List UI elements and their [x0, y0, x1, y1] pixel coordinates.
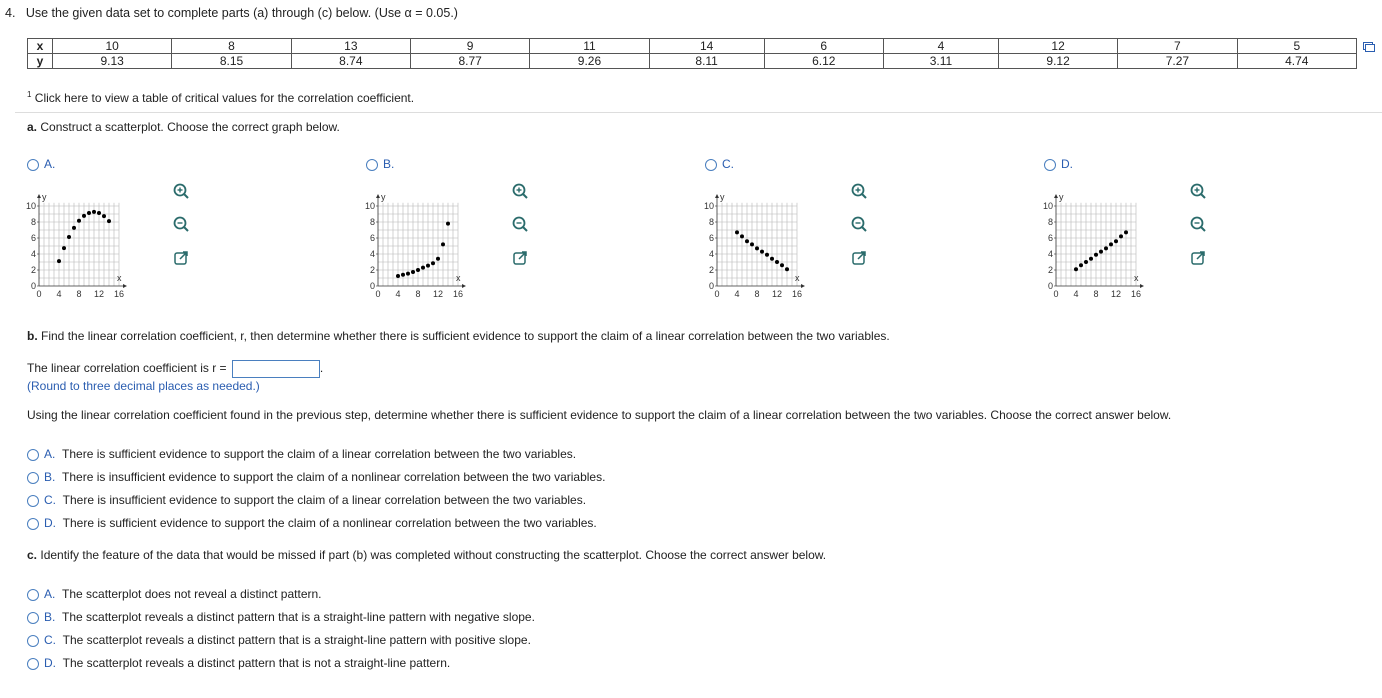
option-letter: D.	[1061, 157, 1073, 171]
data-point	[750, 242, 754, 246]
x-tick-label: 12	[93, 289, 105, 299]
data-point	[77, 219, 81, 223]
r-line	[27, 360, 323, 378]
data-point	[760, 250, 764, 254]
x-tick-label: 12	[771, 289, 783, 299]
x-tick-label: 16	[452, 289, 464, 299]
x-tick-label: 12	[1110, 289, 1122, 299]
data-point	[67, 235, 71, 239]
y-cell: 4.74	[1237, 54, 1356, 69]
option-text: The scatterplot reveals a distinct pattern that is not a straight-line pattern.	[62, 656, 451, 670]
x-cell: 7	[1118, 39, 1237, 54]
y-tick-label: 4	[30, 249, 36, 259]
data-point	[97, 211, 101, 215]
y-tick-label: 6	[30, 233, 36, 243]
radio-button[interactable]	[1044, 159, 1056, 171]
x-tick-label: 8	[76, 289, 82, 299]
answer-option[interactable]	[27, 516, 597, 530]
y-tick-label: 6	[708, 233, 714, 243]
data-point	[1084, 260, 1088, 264]
part-a-prompt	[27, 120, 340, 134]
data-point	[431, 261, 435, 265]
part-a-label: a.	[27, 120, 38, 134]
part-c-label: c.	[27, 548, 38, 562]
option-letter: A.	[44, 157, 56, 171]
x-cell: 9	[410, 39, 529, 54]
x-tick-label: 16	[1130, 289, 1142, 299]
x-tick-label: 0	[1053, 289, 1059, 299]
data-point	[426, 264, 430, 268]
data-point	[436, 257, 440, 261]
radio-button[interactable]	[27, 635, 39, 647]
data-point	[785, 267, 789, 271]
x-tick-label: 0	[36, 289, 42, 299]
part-b-text: Find the linear correlation coefficient, r, then determine whether there is sufficient evidence to support the claim of a linear correlation between the two variables.	[41, 329, 890, 343]
answer-option[interactable]	[27, 493, 586, 507]
y-tick-label: 10	[364, 201, 375, 211]
radio-button[interactable]	[705, 159, 717, 171]
y-tick-label: 8	[1047, 217, 1053, 227]
popout-icon[interactable]	[511, 249, 529, 267]
y-cell: 7.27	[1118, 54, 1237, 69]
data-point	[1104, 246, 1108, 250]
data-point	[1079, 263, 1083, 267]
part-a-text: Construct a scatterplot. Choose the correct graph below.	[40, 120, 340, 134]
x-cell: 5	[1237, 39, 1356, 54]
part-b-prompt	[27, 329, 890, 343]
x-tick-label: 8	[754, 289, 760, 299]
option-letter: A.	[44, 447, 56, 461]
scatterplot	[356, 179, 506, 304]
x-cell: 8	[172, 39, 291, 54]
x-cell: 12	[998, 39, 1117, 54]
data-point	[780, 263, 784, 267]
option-text: There is sufficient evidence to support the claim of a nonlinear correlation between the two variables.	[62, 516, 597, 530]
y-tick-label: 0	[30, 281, 36, 291]
footnote-text: Click here to view a table of critical values for the correlation coefficient.	[34, 91, 415, 105]
r-label: The linear correlation coefficient is r =	[27, 361, 227, 376]
y-cell: 6.12	[764, 54, 883, 69]
popout-icon[interactable]	[1189, 249, 1207, 267]
radio-button[interactable]	[27, 612, 39, 624]
radio-button[interactable]	[27, 472, 39, 484]
x-tick-label: 16	[791, 289, 803, 299]
zoom-out-icon[interactable]	[511, 215, 529, 233]
y-tick-label: 8	[708, 217, 714, 227]
data-point	[1114, 239, 1118, 243]
using-text: Using the linear correlation coefficient found in the previous step, determine whether there is sufficient evidence to support the claim of a linear correlation between the two variables. Choose the correct answer below.	[27, 408, 1172, 422]
data-point	[755, 246, 759, 250]
scatterplot	[17, 179, 167, 304]
y-tick-label: 2	[708, 265, 714, 275]
y-cell: 8.74	[291, 54, 410, 69]
option-letter: A.	[44, 587, 56, 601]
x-cell: 10	[53, 39, 172, 54]
x-cell: 13	[291, 39, 410, 54]
answer-option[interactable]	[27, 633, 531, 647]
option-text: There is insufficient evidence to support the claim of a nonlinear correlation between the two variables.	[62, 470, 606, 484]
data-point	[1109, 242, 1113, 246]
y-tick-label: 4	[369, 249, 375, 259]
x-axis-label: x	[117, 273, 122, 283]
x-tick-label: 4	[734, 289, 740, 299]
y-tick-label: 10	[25, 201, 36, 211]
r-suffix: .	[319, 361, 324, 376]
x-tick-label: 8	[1093, 289, 1099, 299]
data-point	[745, 239, 749, 243]
y-cell: 8.11	[649, 54, 764, 69]
x-axis-arrow	[462, 284, 466, 288]
scatterplot	[695, 179, 845, 304]
x-tick-label: 12	[432, 289, 444, 299]
option-text: There is insufficient evidence to support the claim of a linear correlation between the two variables.	[62, 493, 587, 507]
y-tick-label: 10	[703, 201, 714, 211]
option-letter: C.	[44, 493, 56, 507]
option-letter: B.	[44, 470, 56, 484]
x-tick-label: 4	[395, 289, 401, 299]
y-axis-arrow	[376, 194, 380, 198]
data-point	[82, 214, 86, 218]
radio-button[interactable]	[27, 449, 39, 461]
y-axis-arrow	[715, 194, 719, 198]
answer-option[interactable]	[27, 447, 576, 461]
popout-icon[interactable]	[850, 249, 868, 267]
y-header: y	[28, 54, 53, 69]
radio-button[interactable]	[27, 589, 39, 601]
graph-option-label[interactable]	[705, 157, 734, 171]
data-point	[72, 226, 76, 230]
y-tick-label: 8	[369, 217, 375, 227]
y-cell: 9.13	[53, 54, 172, 69]
r-input[interactable]	[232, 360, 320, 378]
x-cell: 4	[883, 39, 998, 54]
y-tick-label: 0	[708, 281, 714, 291]
data-point	[107, 219, 111, 223]
data-point	[396, 274, 400, 278]
option-text: There is sufficient evidence to support the claim of a linear correlation between the two variables.	[62, 447, 577, 461]
data-point	[87, 211, 91, 215]
data-point	[406, 272, 410, 276]
data-point	[1099, 250, 1103, 254]
answer-option[interactable]	[27, 587, 322, 601]
part-c-text: Identify the feature of the data that would be missed if part (b) was completed without constructing the scatterplot. Choose the correct answer below.	[40, 548, 827, 562]
radio-button[interactable]	[366, 159, 378, 171]
question-text: Use the given data set to complete parts (a) through (c) below. (Use α = 0.05.)	[25, 6, 458, 20]
y-tick-label: 4	[1047, 249, 1053, 259]
zoom-out-icon[interactable]	[850, 215, 868, 233]
answer-option[interactable]	[27, 656, 450, 670]
x-cell: 11	[530, 39, 649, 54]
option-text: The scatterplot reveals a distinct pattern that is a straight-line pattern with positive slope.	[62, 633, 531, 647]
y-tick-label: 2	[369, 265, 375, 275]
x-tick-label: 0	[714, 289, 720, 299]
x-axis-arrow	[123, 284, 127, 288]
radio-button[interactable]	[27, 159, 39, 171]
data-point	[446, 222, 450, 226]
y-tick-label: 4	[708, 249, 714, 259]
x-tick-label: 16	[113, 289, 125, 299]
y-tick-label: 2	[30, 265, 36, 275]
y-cell: 9.12	[998, 54, 1117, 69]
zoom-in-icon[interactable]	[1189, 182, 1207, 200]
y-axis-label: y	[42, 192, 47, 202]
popout-icon[interactable]	[172, 249, 190, 267]
y-tick-label: 8	[30, 217, 36, 227]
data-point	[765, 253, 769, 257]
option-letter: C.	[722, 157, 734, 171]
data-point	[102, 214, 106, 218]
data-point	[57, 259, 61, 263]
x-axis-label: x	[456, 273, 461, 283]
y-cell: 8.77	[410, 54, 529, 69]
y-cell: 3.11	[883, 54, 998, 69]
data-point	[92, 210, 96, 214]
question-number: 4.	[5, 6, 16, 20]
y-axis-arrow	[37, 194, 41, 198]
y-cell: 9.26	[530, 54, 649, 69]
data-point	[416, 268, 420, 272]
y-tick-label: 10	[1042, 201, 1053, 211]
part-c-prompt	[27, 548, 826, 562]
y-cell: 8.15	[172, 54, 291, 69]
option-letter: D.	[44, 656, 56, 670]
part-b-label: b.	[27, 329, 38, 343]
x-row	[28, 39, 1357, 54]
zoom-out-icon[interactable]	[1189, 215, 1207, 233]
scatterplot	[1034, 179, 1184, 304]
graph-option-label[interactable]	[27, 157, 55, 171]
answer-option[interactable]	[27, 610, 535, 624]
data-point	[1089, 257, 1093, 261]
zoom-in-icon[interactable]	[172, 182, 190, 200]
graph-option-label[interactable]	[366, 157, 394, 171]
graph-option-label[interactable]	[1044, 157, 1073, 171]
x-header: x	[28, 39, 53, 54]
option-letter: D.	[44, 516, 56, 530]
option-text: The scatterplot reveals a distinct pattern that is a straight-line pattern with negative slope.	[62, 610, 535, 624]
round-note: (Round to three decimal places as needed.)	[27, 379, 260, 393]
data-point	[401, 273, 405, 277]
answer-option[interactable]	[27, 470, 605, 484]
y-tick-label: 6	[1047, 233, 1053, 243]
y-axis-label: y	[381, 192, 386, 202]
x-cell: 14	[649, 39, 764, 54]
critical-values-link[interactable]	[27, 90, 414, 105]
data-table	[27, 38, 1357, 69]
divider	[15, 112, 1382, 113]
zoom-in-icon[interactable]	[511, 182, 529, 200]
x-axis-label: x	[1134, 273, 1139, 283]
y-row	[28, 54, 1357, 69]
x-cell: 6	[764, 39, 883, 54]
data-point	[411, 270, 415, 274]
y-axis-label: y	[720, 192, 725, 202]
data-point	[1074, 267, 1078, 271]
y-tick-label: 2	[1047, 265, 1053, 275]
data-point	[770, 257, 774, 261]
copy-icon[interactable]	[1363, 41, 1375, 51]
option-text: The scatterplot does not reveal a distinct pattern.	[62, 587, 322, 601]
data-point	[1124, 230, 1128, 234]
option-letter: B.	[44, 610, 56, 624]
data-point	[421, 266, 425, 270]
data-point	[1119, 234, 1123, 238]
radio-button[interactable]	[27, 495, 39, 507]
radio-button[interactable]	[27, 658, 39, 670]
option-letter: C.	[44, 633, 56, 647]
x-axis-label: x	[795, 273, 800, 283]
data-point	[441, 242, 445, 246]
x-tick-label: 4	[56, 289, 62, 299]
footnote-marker: 1	[27, 90, 32, 99]
question-header	[5, 6, 458, 20]
data-point	[735, 230, 739, 234]
data-point	[1094, 253, 1098, 257]
y-tick-label: 6	[369, 233, 375, 243]
x-axis-arrow	[801, 284, 805, 288]
zoom-out-icon[interactable]	[172, 215, 190, 233]
y-axis-label: y	[1059, 192, 1064, 202]
data-point	[740, 234, 744, 238]
y-axis-arrow	[1054, 194, 1058, 198]
radio-button[interactable]	[27, 518, 39, 530]
x-tick-label: 0	[375, 289, 381, 299]
data-point	[62, 246, 66, 250]
x-axis-arrow	[1140, 284, 1144, 288]
zoom-in-icon[interactable]	[850, 182, 868, 200]
y-tick-label: 0	[1047, 281, 1053, 291]
data-point	[775, 260, 779, 264]
option-letter: B.	[383, 157, 395, 171]
x-tick-label: 4	[1073, 289, 1079, 299]
y-tick-label: 0	[369, 281, 375, 291]
x-tick-label: 8	[415, 289, 421, 299]
